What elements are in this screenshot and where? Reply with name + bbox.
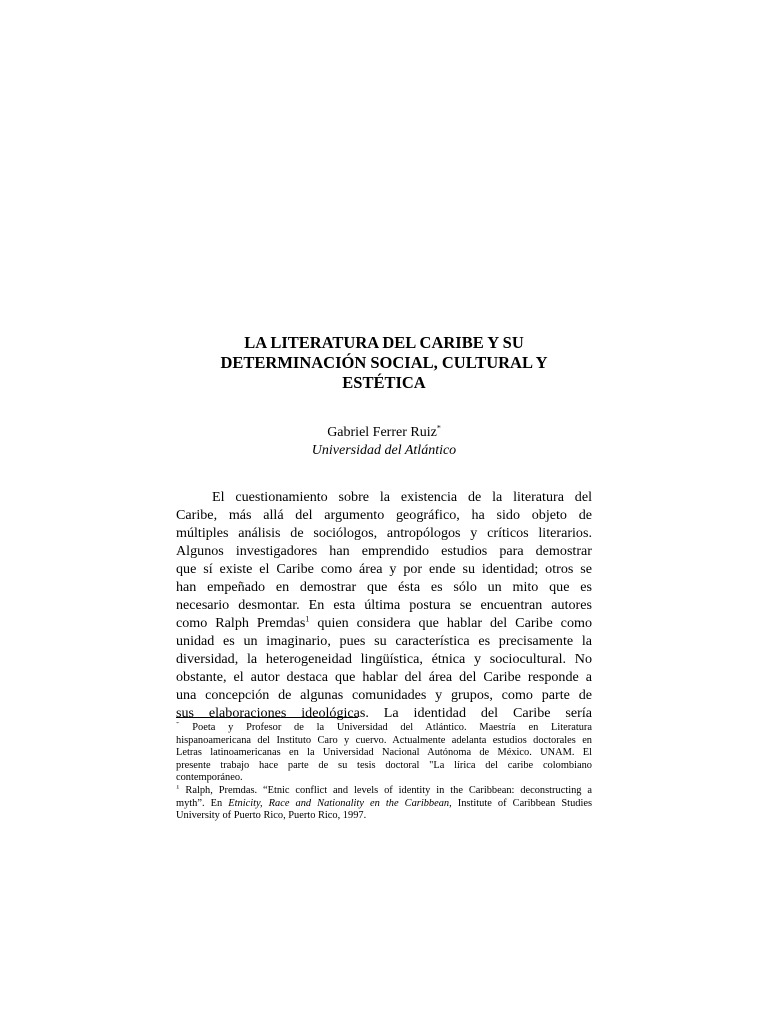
footnote-reference-mark: 1 <box>305 614 310 624</box>
body-line: necesario desmontar. En esta última postura se encuentran autores <box>176 597 592 613</box>
body-line-with-footnote <box>176 614 592 632</box>
title-line-1: LA LITERATURA DEL CARIBE Y SU <box>244 333 524 352</box>
author-footnote-mark: * <box>436 423 441 433</box>
footnote-line: University of Puerto Rico, Puerto Rico, 1997. <box>176 810 367 822</box>
body-line: sus elaboraciones ideológicas. La identidad del Caribe sería <box>176 705 592 721</box>
footnote-line: Letras latinoamericanas en la Universidad Nacional Autónoma de México. UNAM. El <box>176 747 592 759</box>
footnote-text: myth”. En <box>176 797 229 809</box>
body-paragraph <box>176 488 592 722</box>
body-line: El cuestionamiento sobre la existencia de la literatura del <box>212 489 592 505</box>
author-name: Gabriel Ferrer Ruiz <box>327 425 437 440</box>
footnote-separator <box>176 717 358 718</box>
body-line: Caribe, más allá del argumento geográfico, ha sido objeto de <box>176 507 592 523</box>
footnote-line <box>176 798 592 811</box>
footnote-line <box>176 722 592 735</box>
article-title <box>176 333 592 393</box>
body-line: que sí existe el Caribe como área y por ende su identidad; otros se <box>176 561 592 577</box>
body-line: una concepción de algunas comunidades y grupos, como parte de <box>176 687 592 703</box>
title-line-2: DETERMINACIÓN SOCIAL, CULTURAL Y <box>220 353 548 372</box>
footnote-mark: 1 <box>176 784 180 791</box>
title-line-3: ESTÉTICA <box>342 373 426 392</box>
footnote-line: presente trabajo hace parte de su tesis doctoral "La lírica del caribe colombiano <box>176 759 592 771</box>
body-line: múltiples análisis de sociólogos, antropólogos y críticos literarios. <box>176 525 592 541</box>
footnote-line <box>176 785 592 798</box>
footnote-line: contemporáneo. <box>176 772 243 784</box>
author-name-line <box>176 424 592 442</box>
footnote-text: Poeta y Profesor de la Universidad del Atlántico. Maestría en Literatura <box>192 722 592 733</box>
body-text-fragment: como Ralph Premdas <box>176 615 306 631</box>
footnote-book-title: Etnicity, Race and Nationality en the Caribbean <box>228 797 450 809</box>
body-text-fragment: quien considera que hablar del Caribe como <box>309 615 592 631</box>
footnote-text: Ralph, Premdas. “Etnic conflict and levels of identity in the Caribbean: deconstructing a <box>185 784 592 796</box>
body-line: obstante, el autor destaca que hablar del área del Caribe responde a <box>176 669 592 685</box>
body-line: unidad es un imaginario, pues su característica es precisamente la <box>176 633 592 649</box>
body-line: Algunos investigadores han emprendido estudios para demostrar <box>176 543 592 559</box>
footnotes <box>176 722 592 823</box>
body-line: han empeñado en demostrar que ésta es sólo un mito que es <box>176 579 592 595</box>
body-line: diversidad, la heterogeneidad lingüística, étnica y sociocultural. No <box>176 651 592 667</box>
footnote-mark: * <box>176 722 180 728</box>
author-affiliation: Universidad del Atlántico <box>311 443 457 458</box>
footnote-text: , Institute of Caribbean Studies <box>449 797 592 809</box>
author-block <box>176 424 592 460</box>
footnote-line: hispanoamericana del Instituto Caro y cuervo. Actualmente adelanta estudios doctorales en <box>176 734 592 746</box>
